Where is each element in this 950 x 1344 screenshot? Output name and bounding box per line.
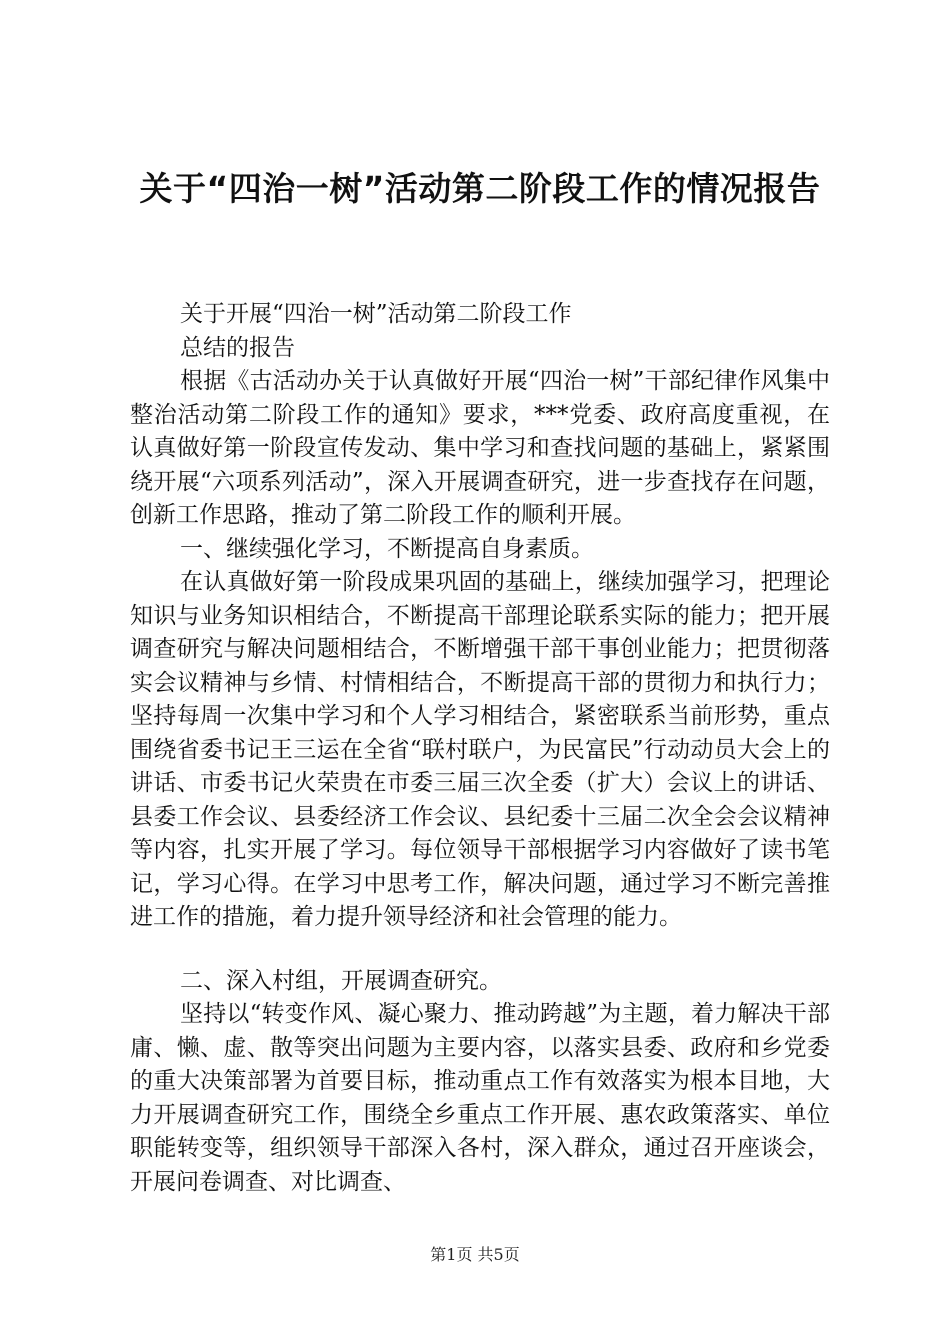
paragraph-section-1: 在认真做好第一阶段成果巩固的基础上，继续加强学习，把理论知识与业务知识相结合，不断提高干部理论联系实际的能力；把开展调查研究与解决问题相结合，不断增强干部干事创业能力；把贯彻落实会议精神与乡情、村情相结合，不断提高干部的贯彻力和执行力；坚持每周一次集中学习和个人学习相结合，紧密联系当前形势，重点围绕省委书记王三运在全省“联村联户，为民富民”行动动员大会上的讲话、市委书记火荣贵在市委三届三次全委（扩大）会议上的讲话、县委工作会议、县委经济工作会议、县纪委十三届二次全会会议精神等内容，扎实开展了学习。每位领导干部根据学习内容做好了读书笔记，学习心得。在学习中思考工作，解决问题，通过学习不断完善推进工作的措施，着力提升领导经济和社会管理的能力。 (130, 569, 830, 930)
subtitle-line-2: 总结的报告 (180, 334, 295, 361)
document-title: 关于“四治一树”活动第二阶段工作的情况报告 (139, 169, 821, 208)
paragraph-spacer (130, 935, 830, 965)
subtitle-line-1: 关于开展“四治一树”活动第二阶段工作 (180, 301, 572, 327)
section-heading-2: 二、深入村组，开展调查研究。 (180, 967, 502, 994)
section-heading-1: 一、继续强化学习，不断提高自身素质。 (180, 535, 594, 562)
document-body (130, 298, 830, 1199)
paragraph-section-2: 坚持以“转变作风、凝心聚力、推动跨越”为主题，着力解决干部庸、懒、虚、散等突出问题为主要内容，以落实县委、政府和乡党委的重大决策部署为首要目标，推动重点工作有效落实为根本目地，大力开展调查研究工作，围绕全乡重点工作开展、惠农政策落实、单位职能转变等，组织领导干部深入各村，深入群众，通过召开座谈会，开展问卷调查、对比调查、 (130, 1001, 830, 1195)
page-footer: 第1页 共5页 (430, 1245, 520, 1264)
paragraph-intro: 根据《古活动办关于认真做好开展“四治一树”干部纪律作风集中整治活动第二阶段工作的通知》要求，***党委、政府高度重视，在认真做好第一阶段宣传发动、集中学习和查找问题的基础上，紧紧围绕开展“六项系列活动”，深入开展调查研究，进一步查找存在问题，创新工作思路，推动了第二阶段工作的顺利开展。 (130, 368, 830, 528)
